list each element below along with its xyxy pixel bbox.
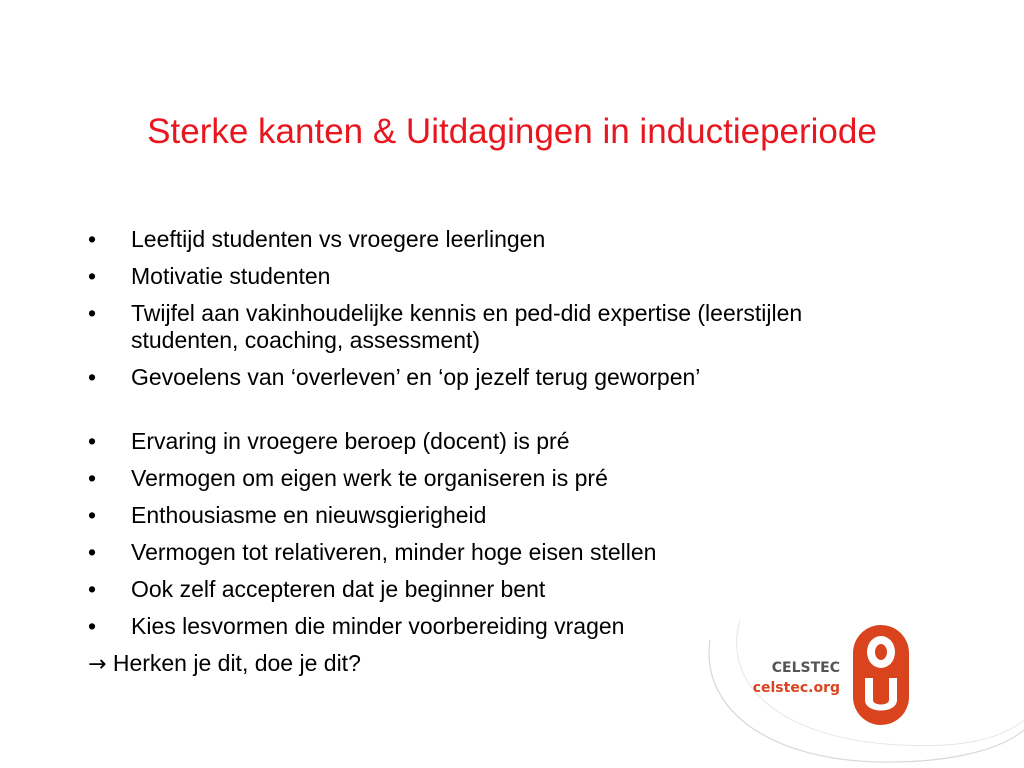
closing-text: Herken je dit, doe je dit? bbox=[112, 650, 361, 676]
bullet-icon: • bbox=[88, 613, 97, 639]
bullet-icon: • bbox=[88, 300, 97, 326]
logo-name: CELSTEC bbox=[771, 660, 840, 676]
list-item bbox=[88, 465, 888, 492]
bullet-icon: • bbox=[88, 226, 97, 252]
list-item bbox=[88, 428, 888, 455]
list-item-text: Kies lesvormen die minder voorbereiding vragen bbox=[131, 613, 625, 639]
list-item bbox=[88, 300, 888, 354]
list-item bbox=[88, 364, 888, 391]
list-item-text: Enthousiasme en nieuwsgierigheid bbox=[131, 502, 487, 528]
list-item bbox=[88, 226, 888, 253]
list-item-text: Vermogen om eigen werk te organiseren is pré bbox=[131, 465, 608, 491]
list-item bbox=[88, 576, 888, 603]
bullet-list-strengths bbox=[88, 428, 888, 640]
bullet-icon: • bbox=[88, 364, 97, 390]
bullet-icon: • bbox=[88, 539, 97, 565]
list-item bbox=[88, 263, 888, 290]
slide-body bbox=[88, 226, 888, 678]
list-item-text: Gevoelens van ‘overleven’ en ‘op jezelf terug geworpen’ bbox=[131, 364, 701, 390]
list-item-text: Leeftijd studenten vs vroegere leerlingen bbox=[131, 226, 546, 252]
bullet-list-challenges bbox=[88, 226, 888, 391]
bullet-icon: • bbox=[88, 263, 97, 289]
slide-title: Sterke kanten & Uitdagingen in inductieperiode bbox=[147, 112, 877, 151]
celstec-logo-icon bbox=[850, 622, 912, 728]
logo-wordmark bbox=[744, 658, 840, 698]
bullet-icon: • bbox=[88, 428, 97, 454]
bullet-icon: • bbox=[88, 465, 97, 491]
list-item-text: Vermogen tot relativeren, minder hoge eisen stellen bbox=[131, 539, 657, 565]
arrow-right-icon: → bbox=[88, 652, 107, 677]
list-item bbox=[88, 613, 888, 640]
list-item-text: Motivatie studenten bbox=[131, 263, 331, 289]
list-item-text: Twijfel aan vakinhoudelijke kennis en ped-did expertise (leerstijlen studenten, coaching, assessment) bbox=[131, 300, 803, 353]
list-item bbox=[88, 539, 888, 566]
list-item-text: Ervaring in vroegere beroep (docent) is pré bbox=[131, 428, 570, 454]
bullet-icon: • bbox=[88, 502, 97, 528]
logo-url: celstec.org bbox=[752, 680, 840, 696]
list-spacer bbox=[88, 401, 888, 428]
bullet-icon: • bbox=[88, 576, 97, 602]
list-item-text: Ook zelf accepteren dat je beginner bent bbox=[131, 576, 546, 602]
list-item bbox=[88, 502, 888, 529]
